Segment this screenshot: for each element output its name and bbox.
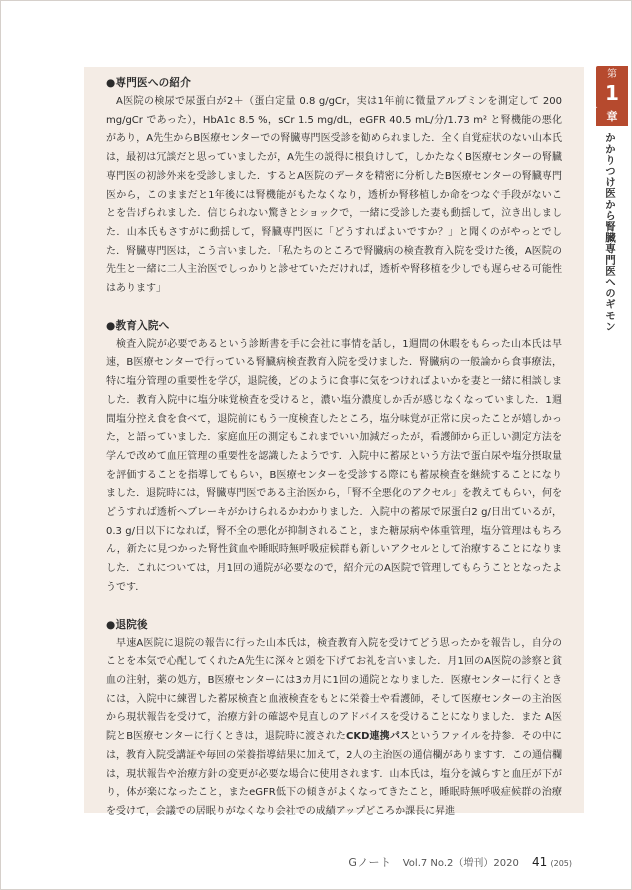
- issue-info: Vol.7 No.2（増刊）2020: [402, 858, 519, 869]
- section-education: [106, 317, 562, 598]
- paragraph-text: 早速A医院に退院の報告に行った山本氏は，検査教育入院を受けてどう思ったかを報告し，自分のことを本気で心配してくれたA先生に深々と頭を下げてお礼を言いました．月1回のA医院の診察と貧血の注射，薬の処方，B医療センターには3カ月に1回の通院となりました．医療センターに行くときには，入院中に練習した蓄尿検査と血液検査をもとに栄養士や看護師，そして医療センターの主治医から現状報告を受けて，治療方針の確認や見直しのアドバイスを受けることになりました．また A医院とB医療センターに行くときは，退院時に渡された: [106, 637, 562, 743]
- emphasis-text: CKD連携パス: [346, 731, 411, 743]
- paragraph: 検査入院が必要であるという診断書を手に会社に事情を話し，1週間の休暇をもらった山本氏は早速，B医療センターで行っている腎臓病検査教育入院を受けました．腎臓病の一般論から食事療法，特に塩分管理の重要性を学び，退院後，どのように食事に気をつければよいかを妻と一緒に相談しました．教育入院中に塩分味覚検査を受けると，濃い塩分濃度しか舌が感じなくなっていました．1週間塩分控え食を食べて，退院前にもう一度検査したところ，塩分味覚が正常に戻ったことが嬉しかった，と語っていました．家庭血圧の測定もこれまでいい加減だったが，看護師から正しい測定方法を学んで改めて血圧管理の重要性を認識したようです．入院中に蓄尿という方法で蛋白尿や塩分摂取量を評価することを指導してもらい，B医療センターを受診する際にも蓄尿検査を継続することになりました．退院時には，腎臓専門医である主治医から，「腎不全悪化のアクセル」を教えてもらい，何をどうすれば透析へブレーキがかけられるかわかりました．入院中の蓄尿で尿蛋白2 g/日出ているが，0.3 g/日以下になれば，腎不全の悪化が抑制されること，また糖尿病や体重管理，塩分管理はもちろん，新たに見つかった腎性貧血や睡眠時無呼吸症候群も新しいアクセルとして治療することになりました．これについては，月1回の通院が必要なので，紹介元のA医院で管理してもらうこととなったようです．: [106, 338, 562, 593]
- paragraph: A医院の検尿で尿蛋白が2＋（蛋白定量 0.8 g/gCr，実は1年前に微量アルブミンを測定して 200 mg/gCr であった），HbA1c 8.5 %，sCr 1.5 mg/dL，eGFR 40.5 mL/分/1.73 m² と腎機能の悪化があり，A先生からB医療センターでの腎臓専門医受診を勧められました．全く自覚症状のない山本氏は，最初は冗談だと思っていましたが，A先生の説得に根負けして，しかたなくB医療センターの腎臓専門医の初診外来を受診しました．するとA医院のデータを精密に分析したB医療センターの腎臓専門医から，このままだと1年後には腎機能がもたなくなり，透析か腎移植しか命をつなぐ手段がないことを告げられました．信じられない驚きとショックで，一緒に受診した妻も動揺して，泣き出しました．山本氏もさすがに動揺して，腎臓専門医に「どうすればよいですか？」と聞くのがやっとでした．腎臓専門医は，こう言いました．「私たちのところで腎臓病の検査教育入院を受けた後，A医院の先生と一緒に二人主治医でしっかりと診せていただければ，透析や腎移植を少しでも遅らせる可能性はあります」: [106, 96, 562, 295]
- section-heading: ●専門医への紹介: [106, 77, 191, 89]
- chapter-tab: [596, 66, 628, 108]
- section-heading: ●退院後: [106, 618, 148, 631]
- section-referral: [106, 74, 562, 299]
- chapter-label: 第: [607, 69, 617, 80]
- article-body: [106, 74, 562, 840]
- page-footer: [348, 854, 572, 870]
- paragraph: [106, 635, 562, 822]
- page-number: 41: [532, 855, 548, 869]
- magazine-name: Gノート: [348, 856, 392, 869]
- section-discharge: [106, 616, 562, 822]
- chapter-number: 1: [605, 81, 619, 105]
- chapter-title: かかりつけ医から腎臓専門医へのギモン: [604, 132, 616, 332]
- page-total: (205): [550, 859, 572, 868]
- paragraph-text: というファイルを持参．その中には，教育入院受講証や毎回の栄養指導結果に加えて，2人の主治医の通信欄がありますす．この通信欄は，現状報告や治療方針の変更が必要な場合に使用されます．山本氏は，塩分を減らすと血圧が下がり，体が楽になったこと，またeGFR低下の傾きがよくなってきたこと，睡眠時無呼吸症候群の治療を受けて，会議での居眠りがなくなり会社での成績アップどころか課長に昇進: [106, 731, 562, 817]
- chapter-suffix: 章: [596, 108, 628, 126]
- section-heading: ●教育入院へ: [106, 319, 170, 332]
